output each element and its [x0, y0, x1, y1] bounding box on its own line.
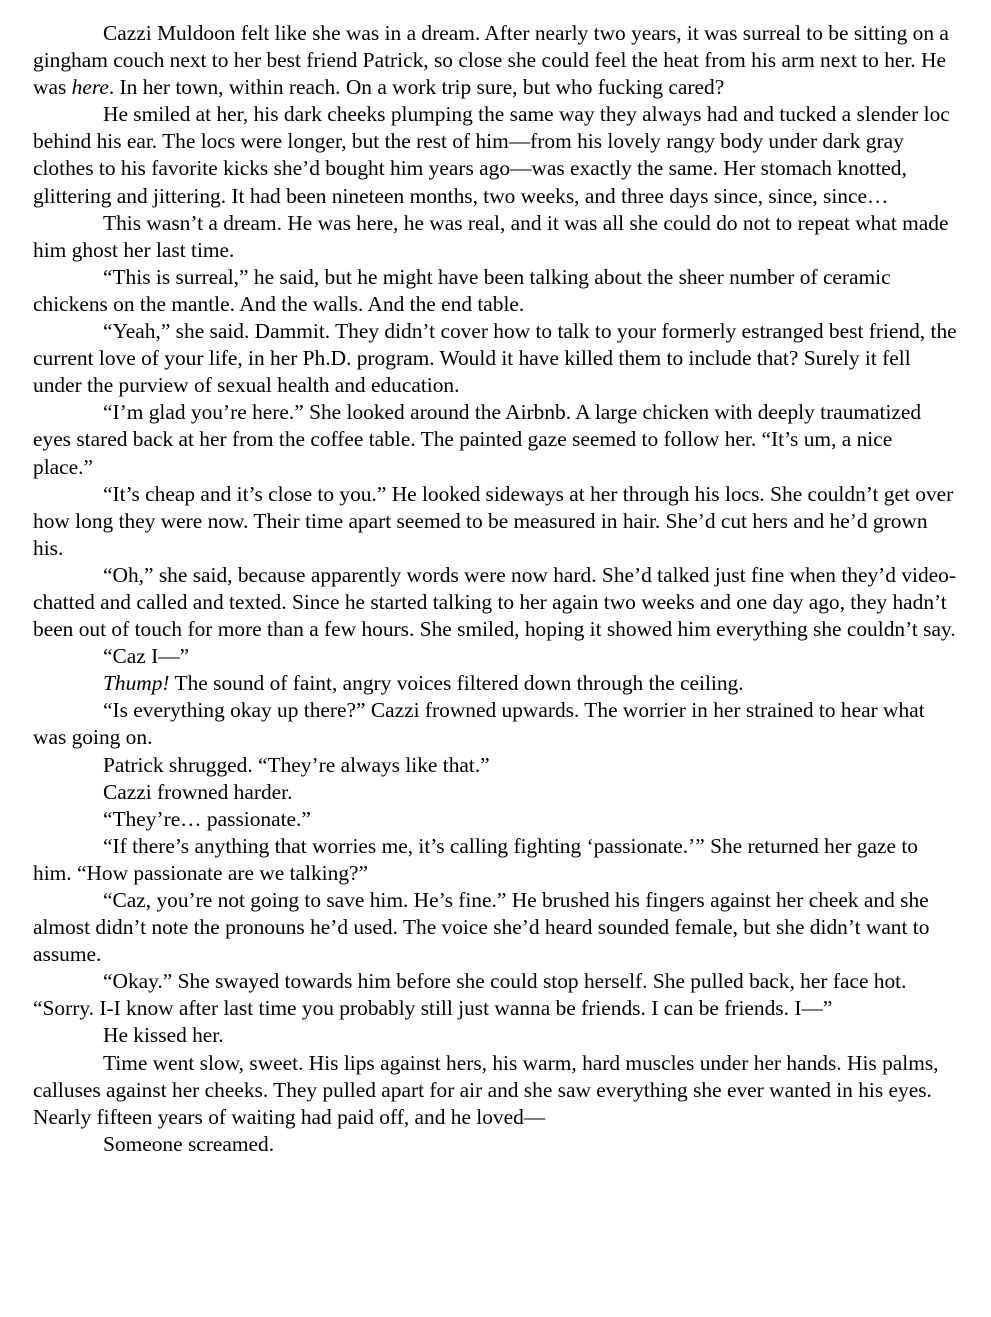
paragraph-9: “Caz I—” — [103, 644, 190, 669]
paragraph-10-emphasis: Thump! — [103, 671, 170, 696]
paragraph-18: He kissed her. — [103, 1023, 224, 1048]
paragraph-19: Time went slow, sweet. His lips against hers, his warm, hard muscles under her hands. His palms, calluses against her cheeks. They pulled apart for air and she saw everything she ever wanted in his eyes. Nearly fifteen years of waiting had paid off, and he loved— — [33, 1050, 939, 1129]
paragraph-1-text: Cazzi Muldoon felt like she was in a dream. After nearly two years, it was surreal to be sitting on a gingham couch next to her best friend Patrick, so close she could feel the heat from his arm next to her. He was — [33, 21, 949, 100]
paragraph-4: “This is surreal,” he said, but he might have been talking about the sheer number of ceramic chickens on the mantle. And the walls. And the end table. — [33, 264, 891, 316]
paragraph-13: Cazzi frowned harder. — [103, 779, 293, 804]
paragraph-16: “Caz, you’re not going to save him. He’s fine.” He brushed his fingers against her cheek and she almost didn’t note the pronouns he’d used. The voice she’d heard sounded female, but she didn’t want to assume. — [33, 888, 930, 967]
paragraph-5: “Yeah,” she said. Dammit. They didn’t cover how to talk to your formerly estranged best friend, the current love of your life, in her Ph.D. program. Would it have killed them to include that? Surely it fell under the purview of sexual health and education. — [33, 319, 957, 398]
paragraph-1-emphasis: here — [71, 75, 109, 100]
paragraph-8: “Oh,” she said, because apparently words were now hard. She’d talked just fine when they’d video-chatted and called and texted. Since he started talking to her again two weeks and one day ago, they hadn’t been out of touch for more than a few hours. She smiled, hoping it showed him everything she couldn’t say. — [33, 562, 956, 642]
paragraph-1 — [33, 20, 957, 101]
paragraph-7: “It’s cheap and it’s close to you.” He looked sideways at her through his locs. She couldn’t get over how long they were now. Their time apart seemed to be measured in hair. She’d cut hers and he’d grown his. — [33, 481, 954, 560]
paragraph-20: Someone screamed. — [103, 1131, 275, 1156]
document-page — [33, 20, 957, 1158]
paragraph-10 — [33, 670, 957, 697]
paragraph-17: “Okay.” She swayed towards him before she could stop herself. She pulled back, her face hot. “Sorry. I-I know after last time you probably still just wanna be friends. I can be friends. I—” — [33, 969, 907, 1021]
paragraph-14: “They’re… passionate.” — [103, 806, 311, 831]
paragraph-2: He smiled at her, his dark cheeks plumping the same way they always had and tucked a slender loc behind his ear. The locs were longer, but the rest of him—from his lovely rangy body under dark gray clothes to his favorite kicks she’d bought him years ago—was exactly the same. Her stomach knotted, glittering and jittering. It had been nineteen months, two weeks, and three days since, since, since… — [33, 102, 950, 208]
paragraph-3: This wasn’t a dream. He was here, he was real, and it was all she could do not to repeat what made him ghost her last time. — [33, 210, 949, 262]
paragraph-1-tail: . In her town, within reach. On a work trip sure, but who fucking cared? — [108, 75, 725, 100]
paragraph-10-tail: The sound of faint, angry voices filtered down through the ceiling. — [169, 671, 744, 696]
paragraph-15: “If there’s anything that worries me, it’s calling fighting ‘passionate.’” She returned her gaze to him. “How passionate are we talking?” — [33, 833, 918, 885]
paragraph-12: Patrick shrugged. “They’re always like that.” — [103, 752, 490, 777]
paragraph-11: “Is everything okay up there?” Cazzi frowned upwards. The worrier in her strained to hear what was going on. — [33, 698, 925, 750]
paragraph-6: “I’m glad you’re here.” She looked around the Airbnb. A large chicken with deeply traumatized eyes stared back at her from the coffee table. The painted gaze seemed to follow her. “It’s um, a nice place.” — [33, 400, 922, 479]
